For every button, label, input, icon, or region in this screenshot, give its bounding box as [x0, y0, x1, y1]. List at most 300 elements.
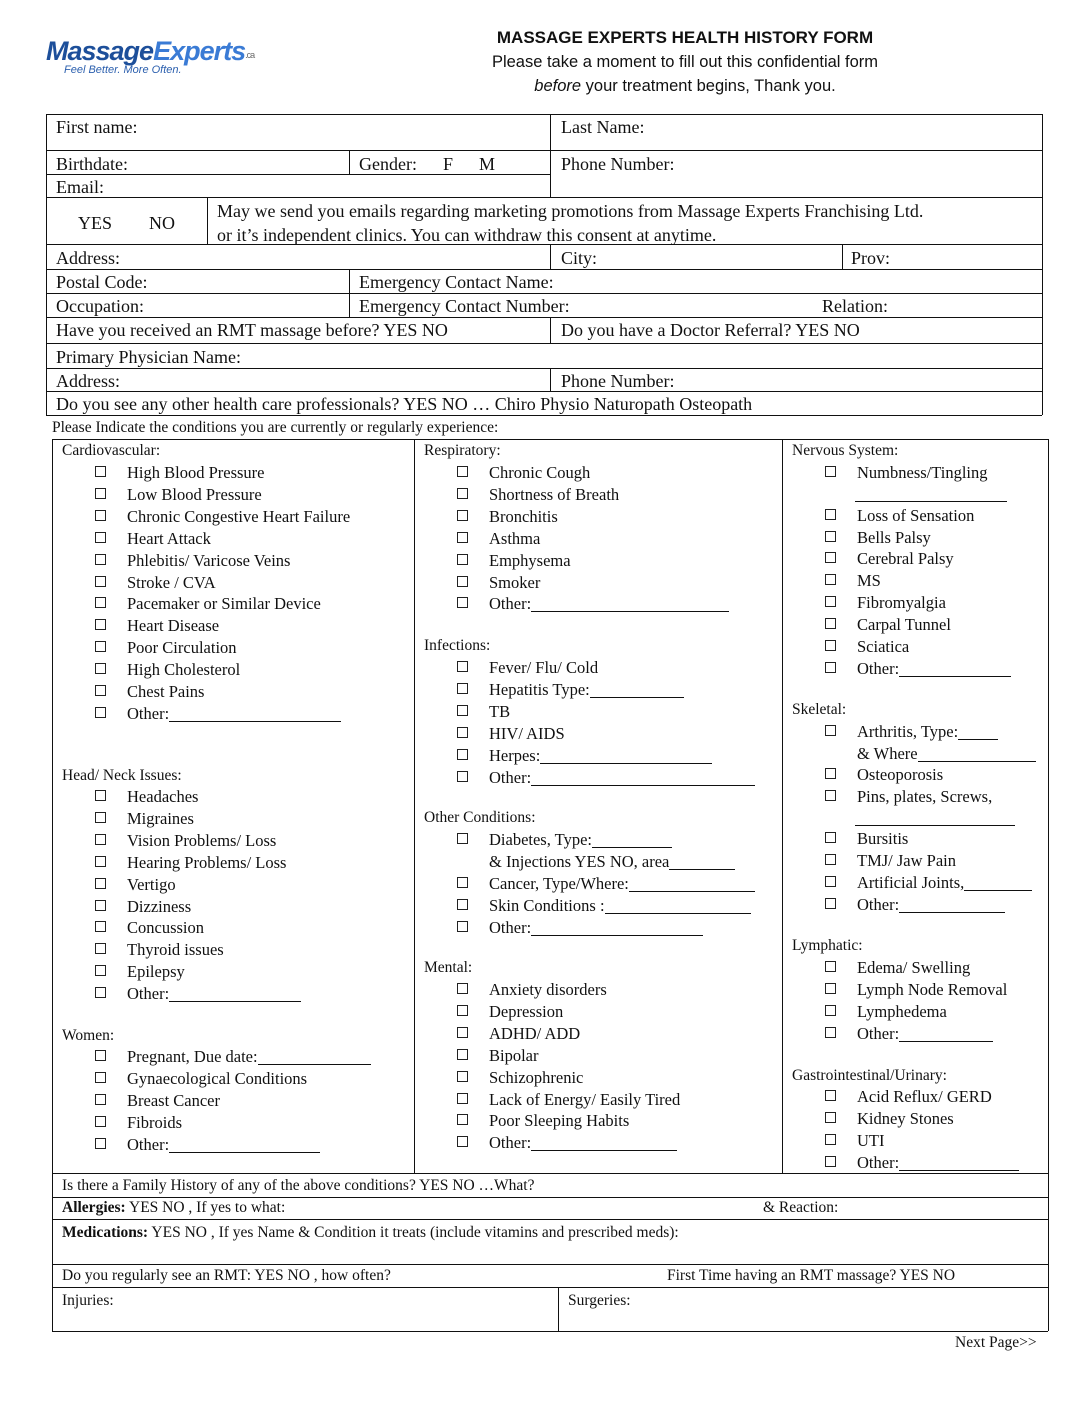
- condition-label: High Blood Pressure: [127, 463, 265, 482]
- injuries-field[interactable]: Injuries:: [62, 1292, 114, 1309]
- condition-label: ADHD/ ADD: [489, 1024, 581, 1043]
- condition-item[interactable]: [95, 986, 301, 1003]
- condition-label: Osteoporosis: [857, 765, 944, 784]
- condition-item[interactable]: [457, 487, 619, 504]
- condition-label: TMJ/ Jaw Pain: [857, 851, 956, 870]
- checkbox[interactable]: [825, 876, 836, 887]
- condition-item[interactable]: [95, 575, 216, 592]
- checkbox[interactable]: [95, 878, 106, 889]
- condition-label: Lymph Node Removal: [857, 980, 1008, 999]
- condition-label: Stroke / CVA: [127, 573, 216, 592]
- condition-label: Other:: [489, 918, 532, 937]
- condition-label: Schizophrenic: [489, 1068, 584, 1087]
- fill-in-blank[interactable]: [531, 1136, 677, 1151]
- condition-label: Chest Pains: [127, 682, 205, 701]
- condition-label: Numbness/Tingling: [857, 463, 988, 482]
- regular-rmt-question[interactable]: Do you regularly see an RMT: YES NO , how often?: [62, 1267, 391, 1284]
- condition-item[interactable]: [457, 898, 751, 915]
- condition-label: Bells Palsy: [857, 528, 931, 547]
- consent-text-line2: or it’s independent clinics. You can withdraw this consent at anytime.: [217, 225, 717, 245]
- condition-item[interactable]: [95, 684, 204, 701]
- checkbox[interactable]: [95, 987, 106, 998]
- condition-item[interactable]: [95, 1093, 220, 1110]
- condition-label: & Injections YES NO, area: [489, 852, 670, 871]
- fill-in-blank[interactable]: [540, 749, 712, 764]
- checkbox[interactable]: [95, 834, 106, 845]
- condition-item[interactable]: [457, 748, 712, 765]
- surgeries-field[interactable]: Surgeries:: [568, 1292, 631, 1309]
- fill-in-blank[interactable]: [958, 725, 998, 740]
- checkbox[interactable]: [825, 552, 836, 563]
- condition-label: Dizziness: [127, 897, 192, 916]
- condition-label: Bursitis: [857, 829, 909, 848]
- checkbox[interactable]: [825, 509, 836, 520]
- checkbox[interactable]: [95, 510, 106, 521]
- condition-item[interactable]: [457, 704, 510, 721]
- condition-item[interactable]: [95, 1071, 307, 1088]
- condition-label: Cerebral Palsy: [857, 549, 954, 568]
- condition-item[interactable]: [457, 1004, 563, 1021]
- checkbox[interactable]: [95, 641, 106, 652]
- condition-label: Chronic Cough: [489, 463, 591, 482]
- cardiovascular-heading: Cardiovascular:: [62, 442, 161, 459]
- checkbox[interactable]: [825, 790, 836, 801]
- checkbox[interactable]: [457, 576, 468, 587]
- condition-item[interactable]: [825, 831, 908, 848]
- head-neck-heading: Head/ Neck Issues:: [62, 767, 182, 784]
- condition-item[interactable]: [95, 596, 321, 613]
- infections-heading: Infections:: [424, 637, 491, 654]
- condition-item[interactable]: [457, 465, 590, 482]
- checkbox[interactable]: [825, 898, 836, 909]
- checkbox[interactable]: [457, 727, 468, 738]
- condition-item[interactable]: [95, 531, 211, 548]
- condition-label: Cancer, Type/Where:: [489, 874, 629, 893]
- condition-label: Migraines: [127, 809, 194, 828]
- checkbox[interactable]: [457, 683, 468, 694]
- checkbox[interactable]: [95, 488, 106, 499]
- condition-item[interactable]: [825, 960, 970, 977]
- condition-item[interactable]: [95, 618, 219, 635]
- form-subtitle-line1: Please take a moment to fill out this confidential form: [491, 53, 879, 71]
- mental-heading: Mental:: [424, 959, 473, 976]
- condition-item[interactable]: [825, 1155, 1019, 1172]
- fill-in-blank[interactable]: [531, 771, 755, 786]
- condition-label: Loss of Sensation: [857, 506, 975, 525]
- condition-label: Pregnant, Due date:: [127, 1047, 258, 1066]
- condition-label: Low Blood Pressure: [127, 485, 262, 504]
- condition-label: Smoker: [489, 573, 541, 592]
- checkbox[interactable]: [95, 619, 106, 630]
- relation-field[interactable]: Relation:: [822, 296, 888, 316]
- condition-label: Breast Cancer: [127, 1091, 220, 1110]
- condition-item[interactable]: [457, 832, 672, 849]
- fill-in-blank[interactable]: [899, 662, 1011, 677]
- condition-item[interactable]: [457, 509, 558, 526]
- condition-item[interactable]: [825, 1026, 993, 1043]
- condition-item[interactable]: [95, 1137, 320, 1154]
- checkbox[interactable]: [95, 1138, 106, 1149]
- fill-in-blank[interactable]: [629, 877, 755, 892]
- condition-label: Vertigo: [127, 875, 176, 894]
- gender-label: Gender:: [359, 154, 417, 174]
- condition-label: Kidney Stones: [857, 1109, 954, 1128]
- fill-in-blank[interactable]: [918, 747, 1036, 762]
- condition-item[interactable]: [457, 682, 684, 699]
- condition-label: TB: [489, 702, 511, 721]
- condition-item[interactable]: [457, 1070, 583, 1087]
- checkbox[interactable]: [825, 832, 836, 843]
- checkbox[interactable]: [95, 1050, 106, 1061]
- condition-item[interactable]: [457, 854, 735, 871]
- condition-item[interactable]: [825, 573, 881, 590]
- reaction-field[interactable]: & Reaction:: [763, 1199, 839, 1216]
- medications-question[interactable]: Medications: YES NO , If yes Name & Condition it treats (include vitamins and prescribed meds):: [62, 1224, 679, 1241]
- condition-label: High Cholesterol: [127, 660, 241, 679]
- city-field[interactable]: City:: [561, 248, 598, 268]
- condition-label: Headaches: [127, 787, 199, 806]
- condition-item[interactable]: [95, 662, 240, 679]
- emergency-number-field[interactable]: Emergency Contact Number:: [359, 296, 570, 316]
- checkbox[interactable]: [457, 1093, 468, 1104]
- lymphatic-heading: Lymphatic:: [792, 937, 863, 954]
- checkbox[interactable]: [95, 965, 106, 976]
- checkbox[interactable]: [825, 961, 836, 972]
- checkbox[interactable]: [95, 1072, 106, 1083]
- checkbox[interactable]: [457, 510, 468, 521]
- allergies-question[interactable]: Allergies: YES NO , If yes to what:: [62, 1199, 286, 1216]
- condition-item[interactable]: [95, 833, 276, 850]
- condition-label: UTI: [857, 1131, 885, 1150]
- condition-label: Sciatica: [857, 637, 910, 656]
- checkbox[interactable]: [95, 554, 106, 565]
- condition-label: Bipolar: [489, 1046, 539, 1065]
- condition-label: Asthma: [489, 529, 541, 548]
- checkbox[interactable]: [457, 466, 468, 477]
- condition-label: Heart Disease: [127, 616, 220, 635]
- condition-label: Other:: [127, 704, 170, 723]
- fill-in-line[interactable]: [855, 825, 1015, 826]
- first-time-rmt-question[interactable]: First Time having an RMT massage? YES NO: [667, 1267, 956, 1284]
- checkbox[interactable]: [95, 576, 106, 587]
- doctor-referral-question[interactable]: Do you have a Doctor Referral? YES NO: [561, 320, 860, 340]
- condition-label: Heart Attack: [127, 529, 211, 548]
- condition-label: Acid Reflux/ GERD: [857, 1087, 992, 1106]
- checkbox[interactable]: [825, 854, 836, 865]
- form-title: MASSAGE EXPERTS HEALTH HISTORY FORM: [496, 28, 874, 47]
- condition-item[interactable]: [95, 1115, 182, 1132]
- condition-label: Other:: [489, 1133, 532, 1152]
- condition-label: Edema/ Swelling: [857, 958, 971, 977]
- condition-item[interactable]: [825, 639, 909, 656]
- condition-item[interactable]: [95, 706, 341, 723]
- logo-tagline: Feel Better. More Often.: [64, 64, 182, 76]
- physician-address-field[interactable]: Address:: [56, 371, 120, 391]
- checkbox[interactable]: [457, 705, 468, 716]
- condition-item[interactable]: [457, 1048, 539, 1065]
- physician-phone-field[interactable]: Phone Number:: [561, 371, 675, 391]
- postal-code-field[interactable]: Postal Code:: [56, 272, 148, 292]
- condition-item[interactable]: [457, 876, 755, 893]
- condition-label: Diabetes, Type:: [489, 830, 593, 849]
- condition-label: Herpes:: [489, 746, 541, 765]
- prov-field[interactable]: Prov:: [851, 248, 891, 268]
- checkbox[interactable]: [457, 554, 468, 565]
- birthdate-field[interactable]: Birthdate:: [56, 154, 128, 174]
- condition-item[interactable]: [825, 595, 946, 612]
- checkbox[interactable]: [457, 921, 468, 932]
- checkbox[interactable]: [825, 466, 836, 477]
- checkbox[interactable]: [825, 618, 836, 629]
- physician-name-field[interactable]: Primary Physician Name:: [56, 347, 241, 367]
- checkbox[interactable]: [457, 1114, 468, 1125]
- condition-label: Skin Conditions :: [489, 896, 605, 915]
- fill-in-blank[interactable]: [899, 898, 1005, 913]
- condition-label: Gynaecological Conditions: [127, 1069, 308, 1088]
- condition-item[interactable]: [825, 897, 1005, 914]
- condition-label: Lack of Energy/ Easily Tired: [489, 1090, 681, 1109]
- checkbox[interactable]: [457, 899, 468, 910]
- checkbox[interactable]: [95, 921, 106, 932]
- condition-item[interactable]: [95, 509, 350, 526]
- checkbox[interactable]: [95, 1094, 106, 1105]
- condition-label: MS: [857, 571, 881, 590]
- condition-item[interactable]: [95, 855, 286, 872]
- other-conditions-heading: Other Conditions:: [424, 809, 536, 826]
- fill-in-blank[interactable]: [169, 987, 301, 1002]
- last-name-field[interactable]: Last Name:: [561, 117, 645, 137]
- fill-in-blank[interactable]: [592, 833, 672, 848]
- condition-item[interactable]: [825, 530, 931, 547]
- condition-label: Poor Circulation: [127, 638, 237, 657]
- condition-item[interactable]: [825, 982, 1007, 999]
- consent-no-option[interactable]: NO: [149, 213, 175, 233]
- email-field[interactable]: Email:: [56, 177, 104, 197]
- checkbox[interactable]: [825, 574, 836, 585]
- condition-item[interactable]: [95, 920, 204, 937]
- next-page-link[interactable]: Next Page>>: [955, 1334, 1037, 1351]
- checkbox[interactable]: [95, 812, 106, 823]
- condition-item[interactable]: [825, 789, 992, 806]
- condition-label: Hepatitis Type:: [489, 680, 590, 699]
- condition-label: Other:: [857, 659, 900, 678]
- fill-in-blank[interactable]: [590, 683, 684, 698]
- checkbox[interactable]: [457, 488, 468, 499]
- condition-item[interactable]: [95, 465, 265, 482]
- condition-item[interactable]: [95, 964, 185, 981]
- condition-item[interactable]: [95, 789, 198, 806]
- phone-field[interactable]: Phone Number:: [561, 154, 675, 174]
- nervous-system-heading: Nervous System:: [792, 442, 899, 459]
- checkbox[interactable]: [825, 640, 836, 651]
- condition-label: Artificial Joints,: [857, 873, 965, 892]
- condition-item[interactable]: [95, 877, 176, 894]
- checkbox[interactable]: [95, 790, 106, 801]
- condition-item[interactable]: [457, 660, 598, 677]
- checkbox[interactable]: [95, 597, 106, 608]
- condition-item[interactable]: [825, 767, 943, 784]
- fill-in-blank[interactable]: [531, 597, 729, 612]
- condition-item[interactable]: [825, 617, 951, 634]
- condition-label: Other:: [857, 895, 900, 914]
- fill-in-blank[interactable]: [899, 1027, 993, 1042]
- condition-item[interactable]: [825, 724, 998, 741]
- massage-experts-logo: [46, 36, 266, 82]
- condition-item[interactable]: [825, 1004, 947, 1021]
- checkbox[interactable]: [95, 856, 106, 867]
- address-field[interactable]: Address:: [56, 248, 120, 268]
- condition-item[interactable]: [95, 899, 191, 916]
- checkbox[interactable]: [825, 1005, 836, 1016]
- condition-label: Vision Problems/ Loss: [127, 831, 277, 850]
- form-subtitle-line2: before your treatment begins, Thank you.: [534, 77, 836, 95]
- checkbox[interactable]: [95, 663, 106, 674]
- checkbox[interactable]: [825, 983, 836, 994]
- consent-yes-option[interactable]: YES: [78, 213, 113, 233]
- condition-item[interactable]: [457, 1092, 680, 1109]
- condition-label: Other:: [127, 984, 170, 1003]
- conditions-intro: Please Indicate the conditions you are currently or regularly experience:: [52, 419, 499, 436]
- condition-item[interactable]: [95, 553, 290, 570]
- checkbox[interactable]: [457, 877, 468, 888]
- condition-item[interactable]: [95, 640, 237, 657]
- condition-item[interactable]: [457, 770, 755, 787]
- condition-label: Fever/ Flu/ Cold: [489, 658, 599, 677]
- checkbox[interactable]: [95, 532, 106, 543]
- condition-label: Other:: [857, 1153, 900, 1172]
- condition-label: Fibromyalgia: [857, 593, 946, 612]
- condition-item[interactable]: [825, 1133, 885, 1150]
- logo-wordmark: MassageExperts.ca: [46, 36, 255, 66]
- checkbox[interactable]: [825, 531, 836, 542]
- condition-label: Pins, plates, Screws,: [857, 787, 993, 806]
- checkbox[interactable]: [95, 466, 106, 477]
- checkbox[interactable]: [825, 1112, 836, 1123]
- condition-label: Bronchitis: [489, 507, 558, 526]
- condition-item[interactable]: [825, 746, 1036, 763]
- checkbox[interactable]: [457, 749, 468, 760]
- checkbox[interactable]: [825, 1027, 836, 1038]
- condition-label: Other:: [489, 594, 532, 613]
- condition-label: Poor Sleeping Habits: [489, 1111, 630, 1130]
- condition-label: Other:: [127, 1135, 170, 1154]
- condition-item[interactable]: [457, 596, 729, 613]
- condition-item[interactable]: [95, 487, 262, 504]
- first-name-field[interactable]: First name:: [56, 117, 138, 137]
- condition-label: Epilepsy: [127, 962, 185, 981]
- condition-item[interactable]: [457, 553, 571, 570]
- fill-in-blank[interactable]: [964, 876, 1032, 891]
- women-heading: Women:: [62, 1027, 115, 1044]
- checkbox[interactable]: [457, 771, 468, 782]
- checkbox[interactable]: [825, 1156, 836, 1167]
- gender-f-option[interactable]: F: [443, 154, 454, 174]
- condition-label: Fibroids: [127, 1113, 183, 1132]
- checkbox[interactable]: [457, 532, 468, 543]
- condition-label: Depression: [489, 1002, 564, 1021]
- condition-label: Thyroid issues: [127, 940, 224, 959]
- checkbox[interactable]: [95, 1116, 106, 1127]
- condition-item[interactable]: [825, 1089, 992, 1106]
- rmt-before-question[interactable]: Have you received an RMT massage before? YES NO: [56, 320, 448, 340]
- condition-label: Shortness of Breath: [489, 485, 620, 504]
- checkbox[interactable]: [95, 707, 106, 718]
- checkbox[interactable]: [457, 1136, 468, 1147]
- fill-in-blank[interactable]: [669, 855, 735, 870]
- condition-label: Other:: [489, 768, 532, 787]
- checkbox[interactable]: [825, 768, 836, 779]
- condition-item[interactable]: [457, 1026, 580, 1043]
- checkbox[interactable]: [825, 596, 836, 607]
- checkbox[interactable]: [457, 833, 468, 844]
- checkbox[interactable]: [825, 1134, 836, 1145]
- checkbox[interactable]: [457, 1049, 468, 1060]
- checkbox[interactable]: [825, 662, 836, 673]
- family-history-question[interactable]: Is there a Family History of any of the above conditions? YES NO …What?: [62, 1177, 535, 1194]
- condition-item[interactable]: [825, 465, 988, 482]
- checkbox[interactable]: [457, 983, 468, 994]
- condition-label: Chronic Congestive Heart Failure: [127, 507, 351, 526]
- fill-in-blank[interactable]: [531, 921, 703, 936]
- condition-label: & Where: [857, 744, 918, 763]
- condition-item[interactable]: [825, 853, 956, 870]
- skeletal-heading: Skeletal:: [792, 701, 847, 718]
- fill-in-blank[interactable]: [169, 1138, 320, 1153]
- condition-item[interactable]: [457, 531, 540, 548]
- checkbox[interactable]: [457, 1005, 468, 1016]
- condition-item[interactable]: [95, 1049, 371, 1066]
- condition-item[interactable]: [457, 1135, 677, 1152]
- gender-m-option[interactable]: M: [479, 154, 496, 174]
- condition-item[interactable]: [825, 875, 1032, 892]
- other-professionals-question[interactable]: Do you see any other health care professionals? YES NO … Chiro Physio Naturopath Osteopath: [56, 394, 753, 414]
- fill-in-blank[interactable]: [605, 899, 751, 914]
- fill-in-line[interactable]: [855, 501, 1007, 502]
- occupation-field[interactable]: Occupation:: [56, 296, 144, 316]
- checkbox[interactable]: [457, 597, 468, 608]
- condition-item[interactable]: [457, 726, 565, 743]
- checkbox[interactable]: [825, 725, 836, 736]
- condition-label: Lymphedema: [857, 1002, 947, 1021]
- condition-item[interactable]: [825, 1111, 954, 1128]
- condition-item[interactable]: [95, 811, 194, 828]
- checkbox[interactable]: [95, 685, 106, 696]
- condition-label: Other:: [857, 1024, 900, 1043]
- fill-in-blank[interactable]: [258, 1050, 371, 1065]
- condition-label: Anxiety disorders: [489, 980, 607, 999]
- fill-in-blank[interactable]: [169, 707, 341, 722]
- condition-label: HIV/ AIDS: [489, 724, 565, 743]
- checkbox[interactable]: [825, 1090, 836, 1101]
- fill-in-blank[interactable]: [899, 1156, 1019, 1171]
- checkbox[interactable]: [95, 943, 106, 954]
- checkbox[interactable]: [457, 661, 468, 672]
- condition-item[interactable]: [457, 920, 703, 937]
- condition-item[interactable]: [457, 982, 607, 999]
- emergency-name-field[interactable]: Emergency Contact Name:: [359, 272, 554, 292]
- condition-item[interactable]: [457, 1113, 629, 1130]
- checkbox[interactable]: [95, 900, 106, 911]
- condition-item[interactable]: [825, 508, 974, 525]
- checkbox[interactable]: [457, 1071, 468, 1082]
- respiratory-heading: Respiratory:: [424, 442, 501, 459]
- condition-label: Hearing Problems/ Loss: [127, 853, 287, 872]
- condition-item[interactable]: [457, 575, 540, 592]
- condition-item[interactable]: [825, 661, 1011, 678]
- condition-item[interactable]: [825, 551, 954, 568]
- condition-item[interactable]: [95, 942, 224, 959]
- checkbox[interactable]: [457, 1027, 468, 1038]
